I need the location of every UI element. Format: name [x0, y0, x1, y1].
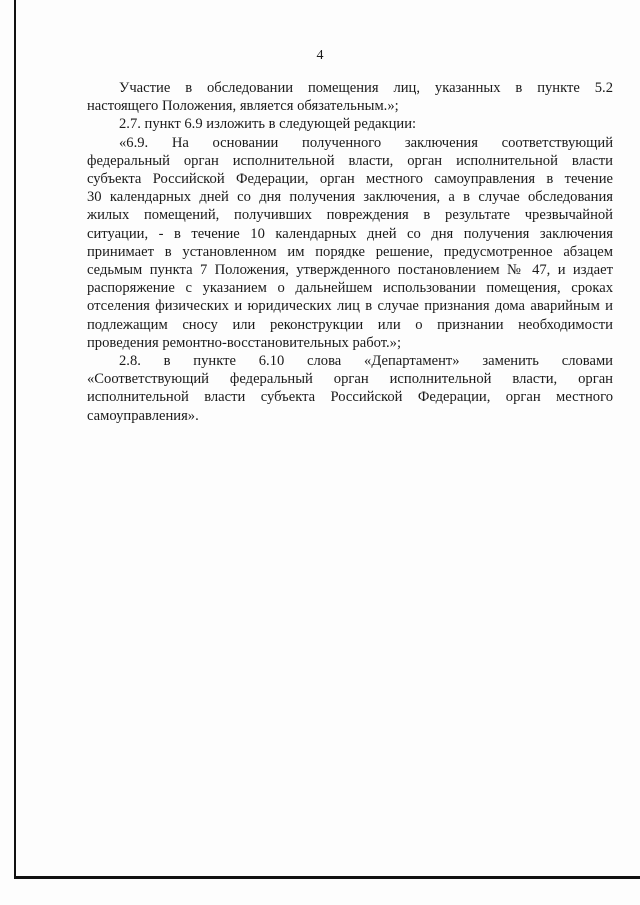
text-line: Участие в обследовании помещения лиц, указанных в пункте 5.2: [119, 80, 613, 96]
paragraph: [87, 79, 613, 115]
paragraph: [87, 134, 613, 352]
page-left-edge: [14, 0, 16, 878]
text-line: распоряжение с указанием о дальнейшем использовании помещения, сроках: [87, 280, 613, 297]
text-line: 30 календарных дней со дня получения заключения, а в случае обследования: [87, 189, 613, 206]
text-line: «Соответствующий федеральный орган исполнительной власти, орган: [87, 371, 613, 388]
text-line: субъекта Российской Федерации, орган местного самоуправления в течение: [87, 171, 613, 188]
page-bottom-edge: [14, 876, 640, 879]
paragraph: [87, 115, 613, 133]
text-line: седьмым пункта 7 Положения, утвержденного постановлением № 47, и издает: [87, 262, 613, 279]
text-line: 2.7. пункт 6.9 изложить в следующей редакции:: [119, 116, 417, 133]
text-line: принимает в установленном им порядке решение, предусмотренное абзацем: [87, 243, 613, 260]
document-body: [87, 79, 613, 425]
text-line: настоящего Положения, является обязательным.»;: [87, 98, 399, 115]
text-line: 2.8. в пункте 6.10 слова «Департамент» заменить словами: [119, 353, 613, 370]
text-line: отселения физических и юридических лиц в случае признания дома аварийным и: [87, 298, 613, 315]
text-line: проведения ремонтно-восстановительных работ.»;: [87, 334, 402, 351]
text-line: ситуации, - в течение 10 календарных дней со дня получения заключения: [87, 225, 613, 242]
text-line: «6.9. На основании полученного заключения соответствующий: [119, 134, 613, 151]
text-line: самоуправления».: [87, 407, 199, 424]
text-line: федеральный орган исполнительной власти, орган исполнительной власти: [87, 152, 613, 169]
text-line: исполнительной власти субъекта Российской Федерации, орган местного: [87, 389, 613, 406]
paragraph: [87, 352, 613, 425]
page-number: 4: [316, 48, 324, 63]
text-line: подлежащим сносу или реконструкции или о признании необходимости: [87, 316, 613, 333]
text-line: жилых помещений, получивших повреждения в результате чрезвычайной: [87, 207, 613, 224]
